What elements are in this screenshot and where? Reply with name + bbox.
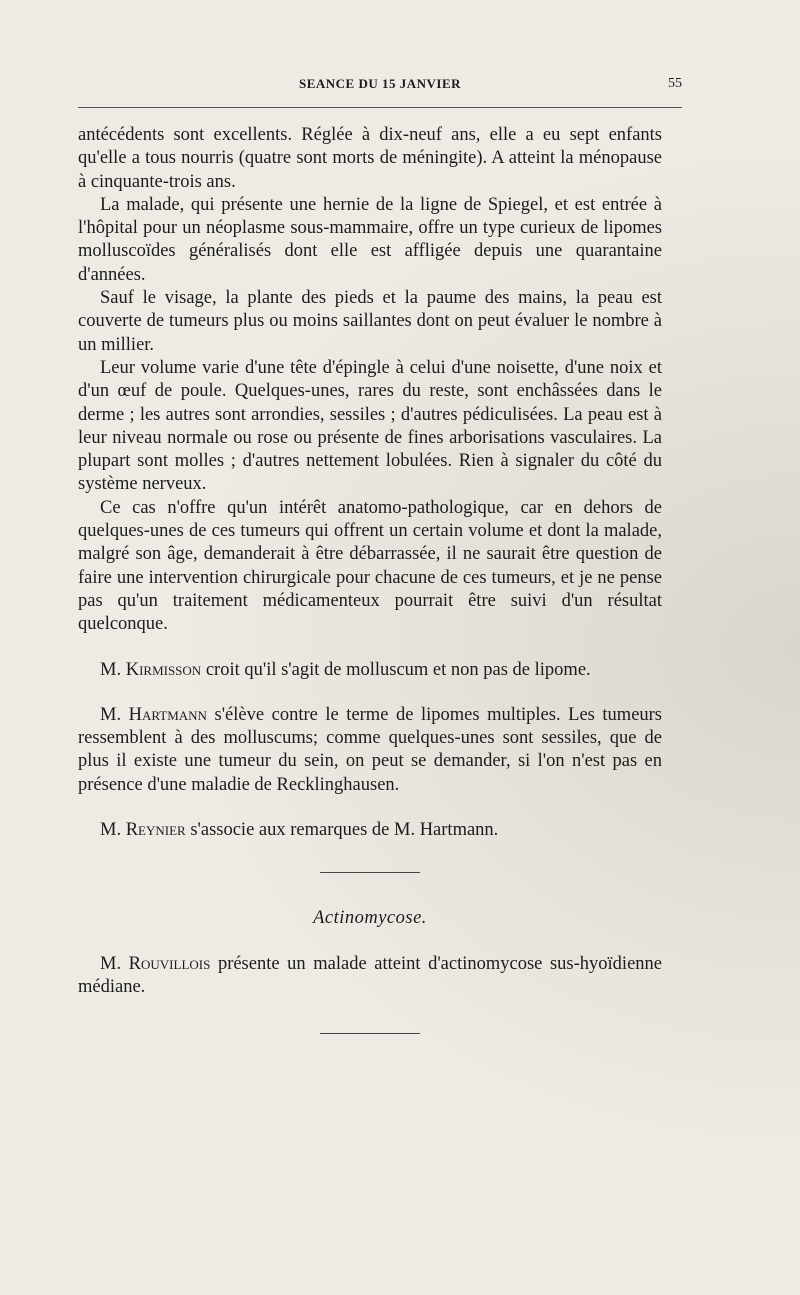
running-head: SEANCE DU 15 JANVIER [298,76,462,91]
speaker-name: Hartmann [128,704,207,725]
speaker-name: Reynier [125,820,186,841]
page-number: 55 [668,76,682,91]
header-rule [78,107,682,108]
speaker-name: Kirmisson [125,659,202,680]
remark-kirmisson: M. Kirmisson croit qu'il s'agit de molluscum et non pas de lipome. [100,659,591,680]
paragraph: Sauf le visage, la plante des pieds et la paume des mains, la peau est couverte de tumeurs plus ou moins saillantes dont on peut évaluer le nombre à un millier. [78,288,662,355]
paragraph: La malade, qui présente une hernie de la ligne de Spiegel, et est entrée à l'hôpital pour un néoplasme sous-mammaire, offre un type curieux de lipomes molluscoïdes généralisés dont elle est affligée depuis une quarantaine d'années. [78,194,662,285]
paragraph: Leur volume varie d'une tête d'épingle à celui d'une noisette, d'une noix et d'un œuf de poule. Quelques-unes, rares du reste, sont enchâssées dans le derme ; les autres sont arrondies, sessiles ; d'autres pédiculisées. La peau est à leur niveau normale ou rose ou présente de fines arborisations vasculaires. La plupart sont molles ; d'autres nettement lobulées. Rien à signaler du côté du système nerveux. [78,357,662,495]
section-paragraph: M. Rouvillois présente un malade atteint d'actinomycose sus-hyoïdienne médiane. [78,953,662,997]
body-text [78,124,662,1034]
end-divider [320,1033,420,1034]
remark-reynier: M. Reynier s'associe aux remarques de M. Hartmann. [100,820,499,841]
paragraph: antécédents sont excellents. Réglée à dix-neuf ans, elle a eu sept enfants qu'elle a tous nourris (quatre sont morts de méningite). A atteint la ménopause à cinquante-trois ans. [78,125,662,192]
section-title: Actinomycose. [313,908,427,929]
page-header [78,76,682,98]
speaker-name: Rouvillois [128,953,211,974]
remark-hartmann: M. Hartmann s'élève contre le terme de lipomes multiples. Les tumeurs ressemblent à des molluscums; comme quelques-unes sont sessiles, que de plus il existe une tumeur du sein, on peut se demander, si l'on n'est pas en présence d'une maladie de Recklinghausen. [78,704,663,795]
section-divider [320,872,420,873]
paragraph: Ce cas n'offre qu'un intérêt anatomo-pathologique, car en dehors de quelques-unes de ces tumeurs qui offrent un certain volume et dont la malade, malgré son âge, demanderait à être débarrassée, il ne saurait être question de faire une intervention chirurgicale pour chacune de ces tumeurs, et je ne pense pas qu'un traitement médicamenteux pourrait être suivi d'un résultat quelconque. [78,497,662,635]
